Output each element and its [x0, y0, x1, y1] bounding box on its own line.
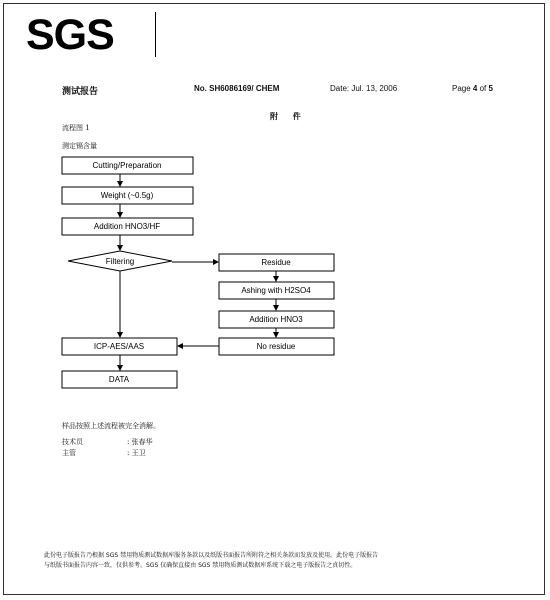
label-data: DATA	[108, 375, 130, 384]
signature-name: : 王卫	[127, 449, 146, 457]
label-addition-hno3: Addition HNO3	[249, 315, 303, 324]
digestion-statement: 样品按照上述流程被完全消解。	[62, 422, 160, 430]
label-addition-hno3-hf: Addition HNO3/HF	[93, 222, 161, 231]
report-title: 测试报告	[62, 87, 99, 97]
page-total: 5	[488, 84, 493, 93]
footer-line: 此份电子版报告乃根据 SGS 禁用物质测试数据库服务条款以及纸版书面报告所附符之相关条款而发放及使用。此份电子版报告	[44, 552, 379, 559]
footer-line: 与纸版书面报告内容一致，仅供参考。SGS 仅确保直接由 SGS 禁用物质测试数据库系统下载之电子版报告之真切性。	[44, 562, 357, 569]
label-ashing: Ashing with H2SO4	[241, 286, 311, 295]
label-icp: ICP-AES/AAS	[93, 342, 145, 351]
signature-role: 主管	[62, 449, 76, 457]
signature-role: 技术员	[62, 438, 83, 446]
page-mid: of	[477, 84, 489, 93]
annex-title: 附 件	[270, 111, 307, 121]
page-current: 4	[472, 84, 478, 93]
page-prefix: Page	[452, 84, 473, 93]
flowchart-label: 流程图 1	[62, 124, 90, 132]
footer-disclaimer	[44, 551, 514, 571]
sgs-logo: SGS	[26, 11, 114, 59]
label-no-residue: No residue	[256, 342, 296, 351]
label-cutting: Cutting/Preparation	[92, 161, 162, 170]
label-residue: Residue	[261, 258, 291, 267]
signature-name: : 张春华	[127, 438, 153, 446]
flowchart-subtitle: 测定镉含量	[62, 142, 97, 150]
label-weight: Weight (~0.5g)	[100, 191, 154, 200]
report-date: Date: Jul. 13, 2006	[330, 84, 398, 93]
label-filtering: Filtering	[105, 257, 135, 266]
report-number: No. SH6086169/ CHEM	[194, 84, 280, 93]
